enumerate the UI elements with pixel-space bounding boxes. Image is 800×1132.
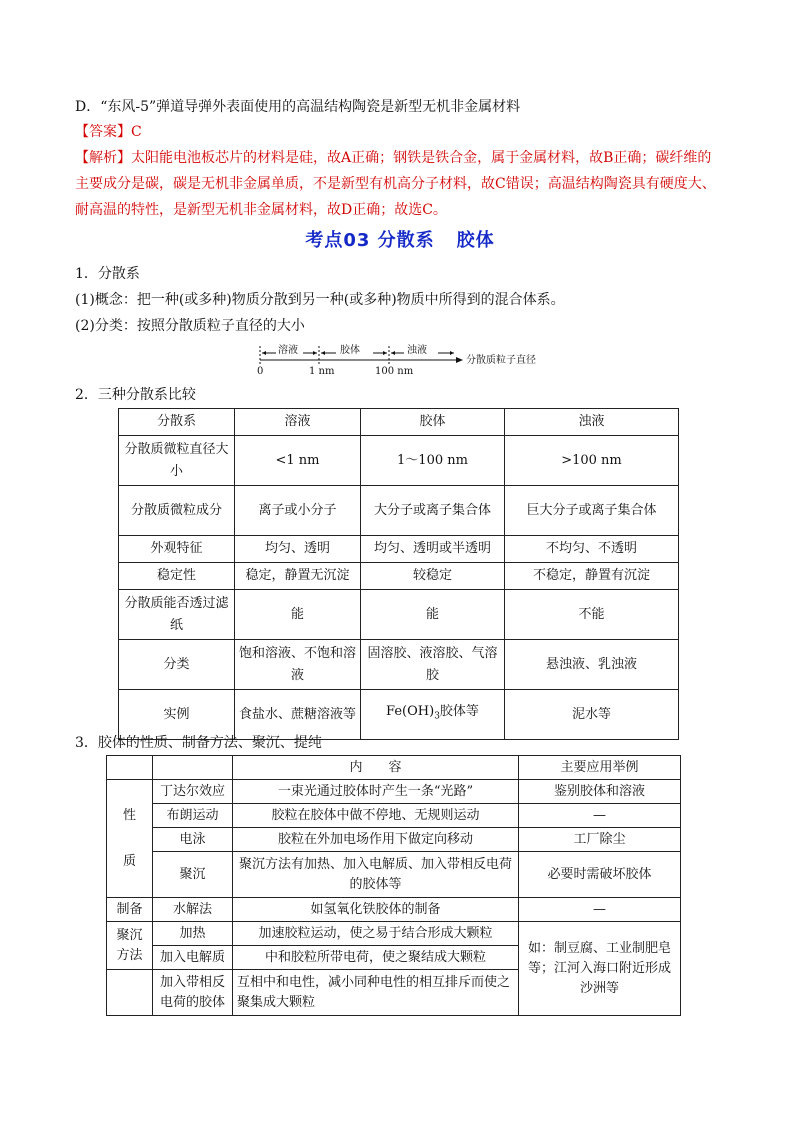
tick-label-1nm: 1 nm [309,366,335,377]
table-row [107,780,681,804]
group-prep: 制备 [107,898,153,922]
table-row [119,436,679,486]
table-row [119,590,679,640]
dispersion-diagram [256,342,536,382]
table-cell: 实例 [119,690,235,740]
table-row [119,486,679,536]
section-title-right: 胶体 [456,230,495,251]
table-cell: 不稳定，静置有沉淀 [505,563,679,590]
table-cell: 能 [361,590,505,640]
table-cell: 稳定，静置无沉淀 [235,563,361,590]
table-cell: 胶粒在外加电场作用下做定向移动 [233,828,519,852]
section-title [0,226,800,252]
s1-heading: 1．分散系 [75,266,140,282]
table-row [119,409,679,436]
table-header-cell: 分散系 [119,409,235,436]
answer-tag: 【答案】 [75,124,131,140]
table-row [107,828,681,852]
table-header-cell: 胶体 [361,409,505,436]
group-coag: 聚沉 方法 [107,922,153,970]
table-cell: 加入带相反电荷的胶体 [153,970,233,1016]
table-cell: 必要时需破坏胶体 [519,852,681,898]
table-header-cell: 内 容 [233,756,519,780]
table-cell: 工厂除尘 [519,828,681,852]
analysis-tag: 【解析】 [75,150,131,166]
answer-line [75,122,142,142]
table-cell: 较稳定 [361,563,505,590]
table-cell: 如氢氧化铁胶体的制备 [233,898,519,922]
zone-solution: 溶液 [278,345,298,356]
table-cell: 加热 [153,922,233,946]
table-cell: 离子或小分子 [235,486,361,536]
table-row [107,852,681,898]
axis-label: 分散质粒子直径 [466,355,536,366]
table-cell: 均匀、透明 [235,536,361,563]
table-cell: 鉴别胶体和溶液 [519,780,681,804]
table-row [119,563,679,590]
table-cell: 加入电解质 [153,946,233,970]
analysis-line-3: 耐高温的特性，是新型无机非金属材料，故D正确；故选C。 [75,202,447,218]
s3-heading: 3．胶体的性质、制备方法、聚沉、提纯 [75,735,322,751]
table-cell: >100 nm [505,436,679,486]
table-cell: 泥水等 [505,690,679,740]
formula-suffix: 胶体等 [439,704,479,720]
table-cell: 大分子或离子集合体 [361,486,505,536]
table-cell: 不能 [505,590,679,640]
table-cell: 分散质微粒成分 [119,486,235,536]
table-cell: 分类 [119,640,235,690]
table-cell: 巨大分子或离子集合体 [505,486,679,536]
table-cell: 聚沉方法有加热、加入电解质、加入带相反电荷的胶体等 [233,852,519,898]
table-row [119,536,679,563]
table-cell: 稳定性 [119,563,235,590]
table-cell: 中和胶粒所带电荷，使之聚结成大颗粒 [233,946,519,970]
table-cell: 一束光通过胶体时产生一条“光路” [233,780,519,804]
table-cell: 1～100 nm [361,436,505,486]
table-header-cell: 主要应用举例 [519,756,681,780]
table-cell [361,690,505,740]
table-cell: 布朗运动 [153,804,233,828]
tick-label-100nm: 100 nm [375,366,414,377]
table-cell: <1 nm [235,436,361,486]
table-cell: 聚沉 [153,852,233,898]
zone-colloid: 胶体 [340,345,360,356]
formula-prefix: Fe(OH) [386,704,435,720]
table-cell: 饱和溶液、不饱和溶液 [235,640,361,690]
tick-label-0: 0 [257,366,264,377]
s1-classify: (2)分类：按照分散质粒子直径的大小 [75,318,305,334]
table-row [119,640,679,690]
table-row [107,898,681,922]
table-row [119,690,679,740]
s2-heading: 2．三种分散系比较 [75,387,196,403]
table-cell: 均匀、透明或半透明 [361,536,505,563]
table-cell: 悬浊液、乳浊液 [505,640,679,690]
table-header-cell: 浊液 [505,409,679,436]
zone-suspension: 浊液 [407,345,427,356]
table-cell: 加速胶粒运动，使之易于结合形成大颗粒 [233,922,519,946]
table-cell: 电泳 [153,828,233,852]
analysis-text-1: 太阳能电池板芯片的材料是硅，故A正确；钢铁是铁合金，属于金属材料，故B正确；碳纤维的 [131,150,712,166]
answer-value: C [131,124,142,140]
table-cell: — [519,898,681,922]
option-d: D．“东风-5”弹道导弹外表面使用的高温结构陶瓷是新型无机非金属材料 [75,99,521,115]
table-header-cell: 溶液 [235,409,361,436]
table-row [107,756,681,780]
table-cell: 外观特征 [119,536,235,563]
axis-arrow [456,357,463,363]
table-cell: 水解法 [153,898,233,922]
table-cell: 能 [235,590,361,640]
group-property: 性 质 [107,780,153,898]
table-cell: 胶粒在胶体中做不停地、无规则运动 [233,804,519,828]
table-cell: 固溶胶、液溶胶、气溶胶 [361,640,505,690]
table-cell: 丁达尔效应 [153,780,233,804]
coag-apps-cell: 如：制豆腐、工业制肥皂等；江河入海口附近形成沙洲等 [519,922,681,1016]
table-cell: 不均匀、不透明 [505,536,679,563]
analysis-line-2: 主要成分是碳，碳是无机非金属单质，不是新型有机高分子材料，故C错误；高温结构陶瓷具有硬度大、 [75,176,716,192]
table-cell: — [519,804,681,828]
table-cell: 分散质微粒直径大小 [119,436,235,486]
formula-subscript: 3 [434,711,440,722]
table-cell: 互相中和电性，减小同种电性的相互排斥而使之聚集成大颗粒 [233,970,519,1016]
table-row [107,922,681,946]
s1-concept: (1)概念：把一种(或多种)物质分散到另一种(或多种)物质中所得到的混合体系。 [75,292,565,308]
table-cell: 分散质能否透过滤纸 [119,590,235,640]
analysis-line-1 [75,148,711,168]
table-row [107,804,681,828]
table-cell: 食盐水、蔗糖溶液等 [235,690,361,740]
section-title-left: 考点03 分散系 [305,230,435,251]
comparison-table [118,408,679,740]
colloid-properties-table [106,755,681,1016]
